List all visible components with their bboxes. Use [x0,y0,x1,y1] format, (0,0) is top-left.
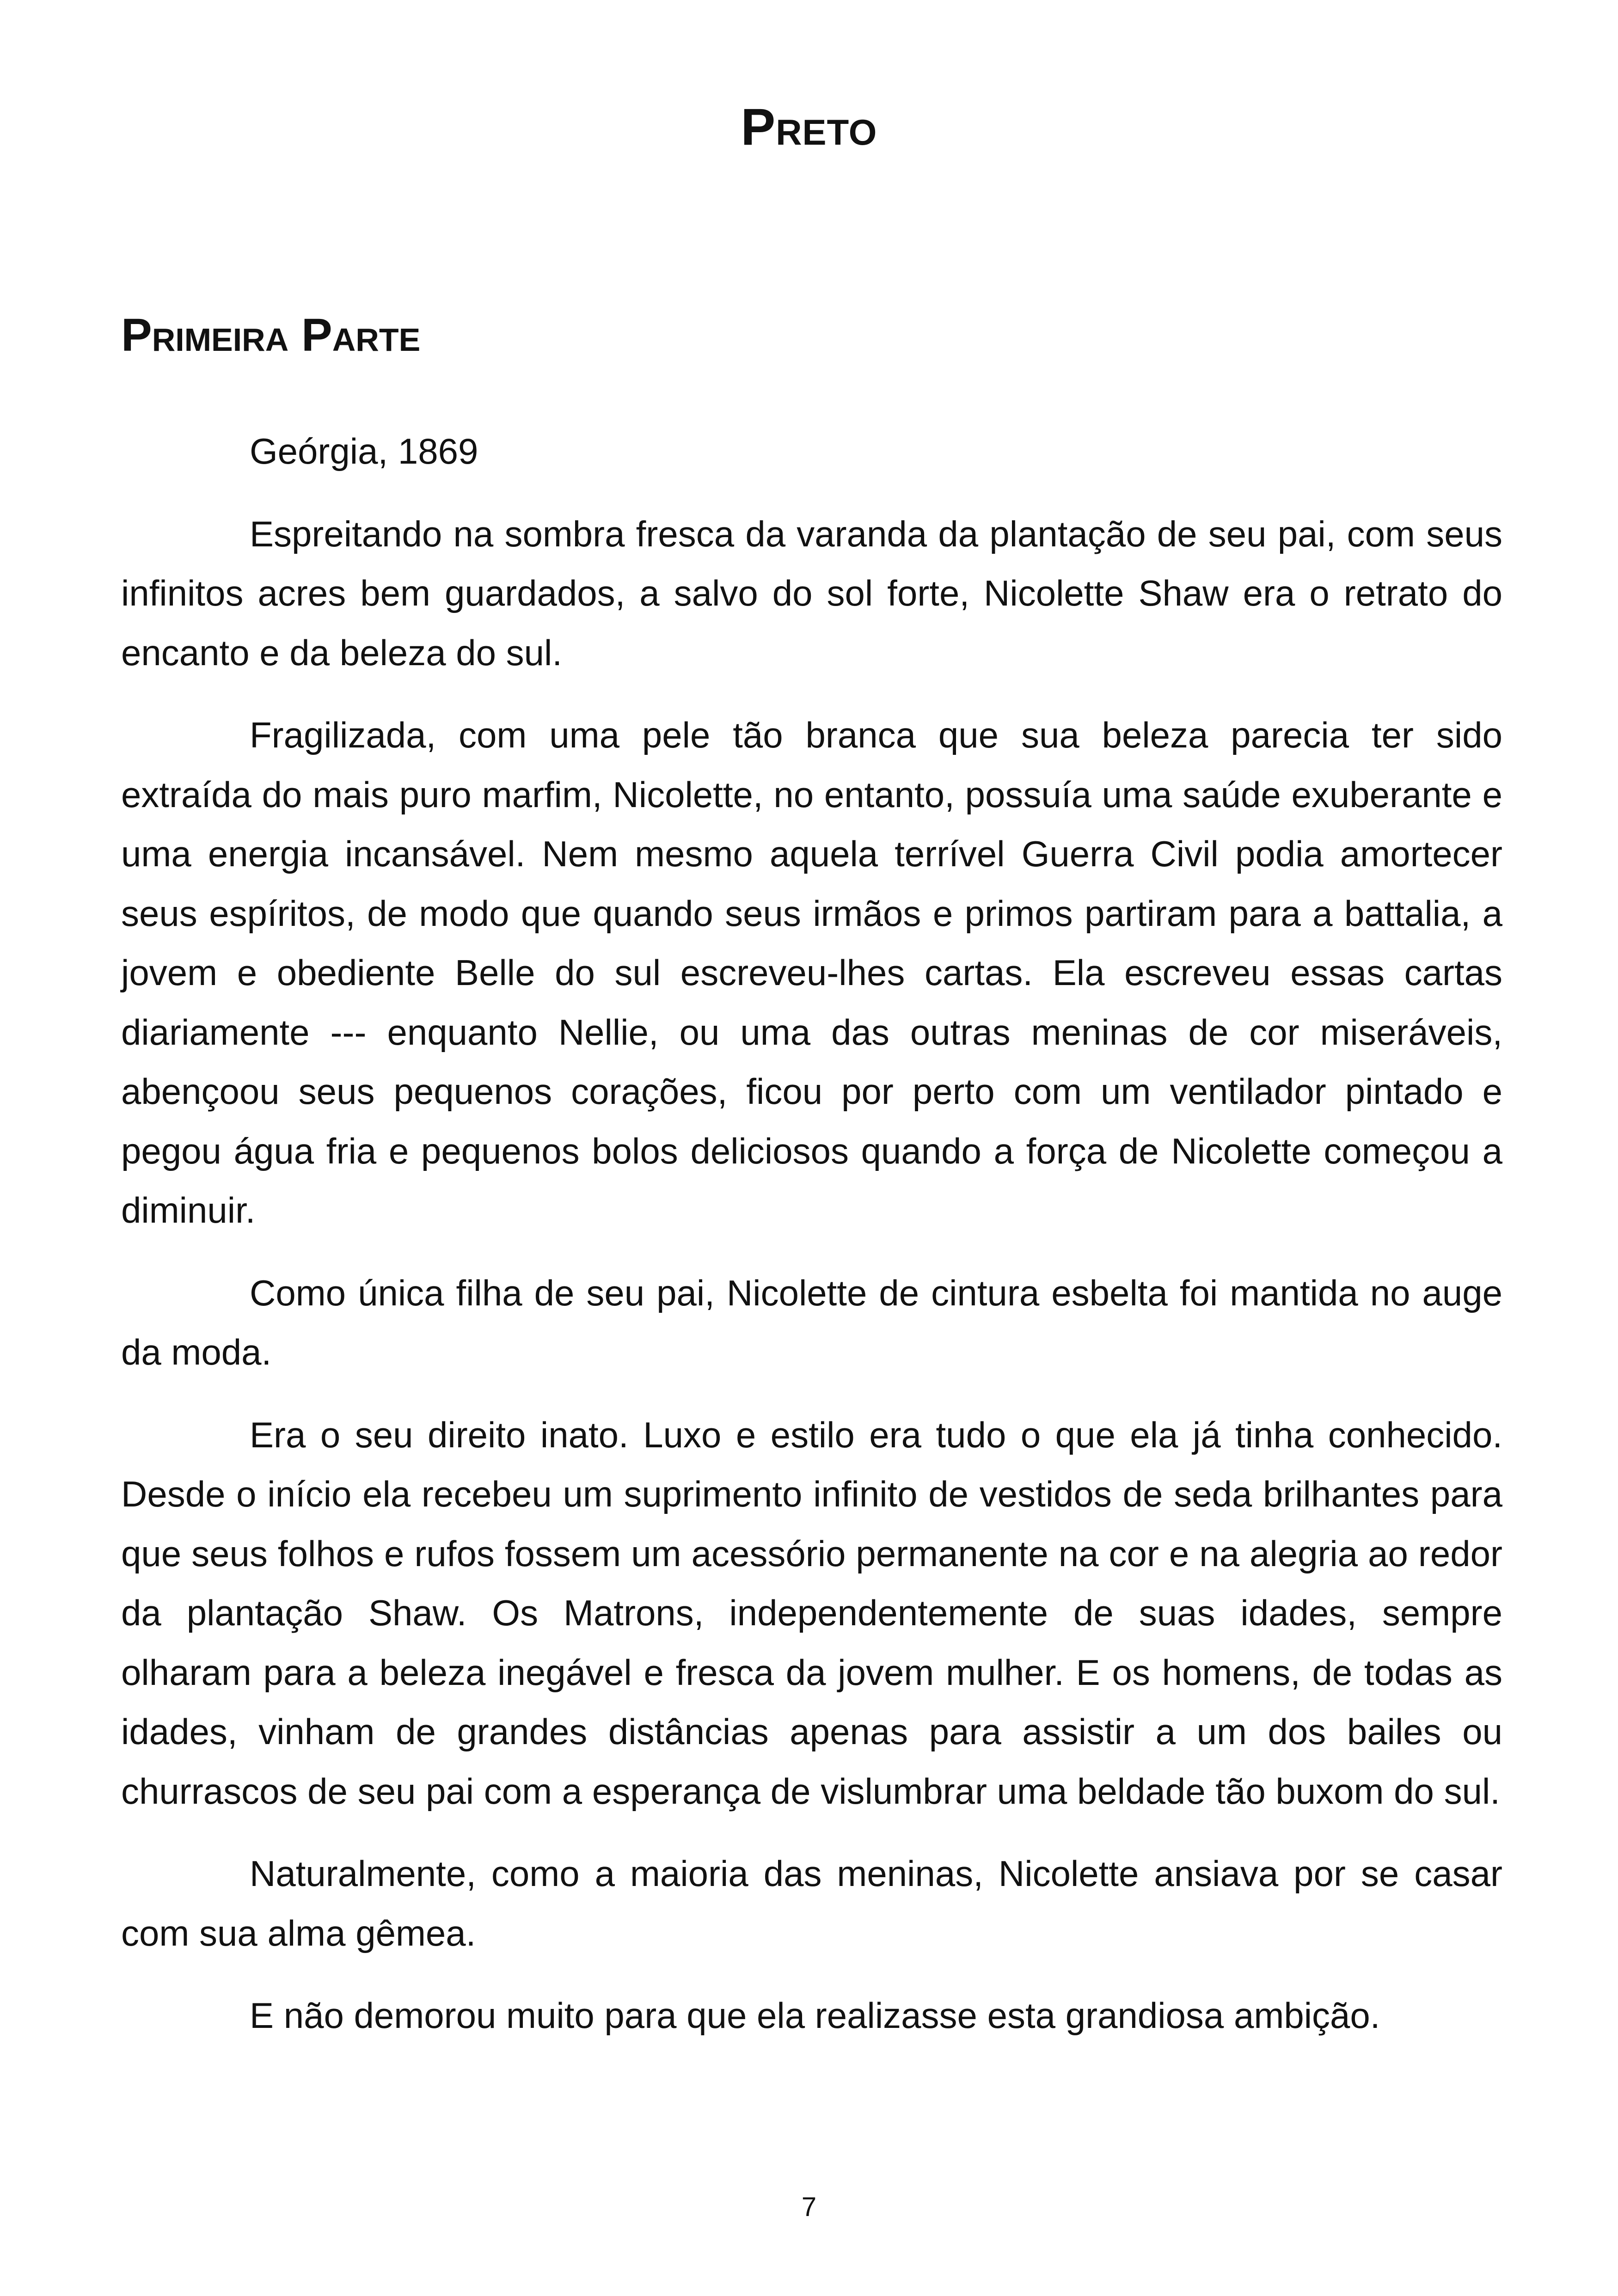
body-text [121,422,1502,2069]
part-heading: Primeira Parte [121,309,421,361]
paragraph: Como única filha de seu pai, Nicolette de cintura esbelta foi mantida no auge da moda. [121,1272,1502,1372]
paragraph-place-date: Geórgia, 1869 [250,431,478,471]
paragraph: Espreitando na sombra fresca da varanda da plantação de seu pai, com seus infinitos acres bem guardados, a salvo do sol forte, Nicolette Shaw era o retrato do encanto e da beleza do sul. [121,513,1502,673]
document-title: Preto [741,98,877,156]
paragraph: Fragilizada, com uma pele tão branca que sua beleza parecia ter sido extraída do mais puro marfim, Nicolette, no entanto, possuía uma saúde exuberante e uma energia incansável. Nem mesmo aquela terrível Guerra Civil podia amortecer seus espíritos, de modo que quando seus irmãos e primos partiram para a battalia, a jovem e obediente Belle do sul escreveu-lhes cartas. Ela escreveu essas cartas diariamente --- enquanto Nellie, ou uma das outras meninas de cor miseráveis, abençoou seus pequenos corações, ficou por perto com um ventilador pintado e pegou água fria e pequenos bolos deliciosos quando a força de Nicolette começou a diminuir. [121,715,1502,1231]
page-number: 7 [801,2192,817,2222]
paragraph: E não demorou muito para que ela realizasse esta grandiosa ambição. [250,1995,1380,2036]
paragraph: Naturalmente, como a maioria das meninas, Nicolette ansiava por se casar com sua alma gêmea. [121,1853,1502,1953]
paragraph: Era o seu direito inato. Luxo e estilo era tudo o que ela já tinha conhecido. Desde o início ela recebeu um suprimento infinito de vestidos de seda brilhantes para que seus folhos e rufos fossem um acessório permanente na cor e na alegria ao redor da plantação Shaw. Os Matrons, independentemente de suas idades, sempre olharam para a beleza inegável e fresca da jovem mulher. E os homens, de todas as idades, vinham de grandes distâncias apenas para assistir a um dos bailes ou churrascos de seu pai com a esperança de vislumbrar uma beldade tão buxom do sul. [121,1414,1502,1812]
